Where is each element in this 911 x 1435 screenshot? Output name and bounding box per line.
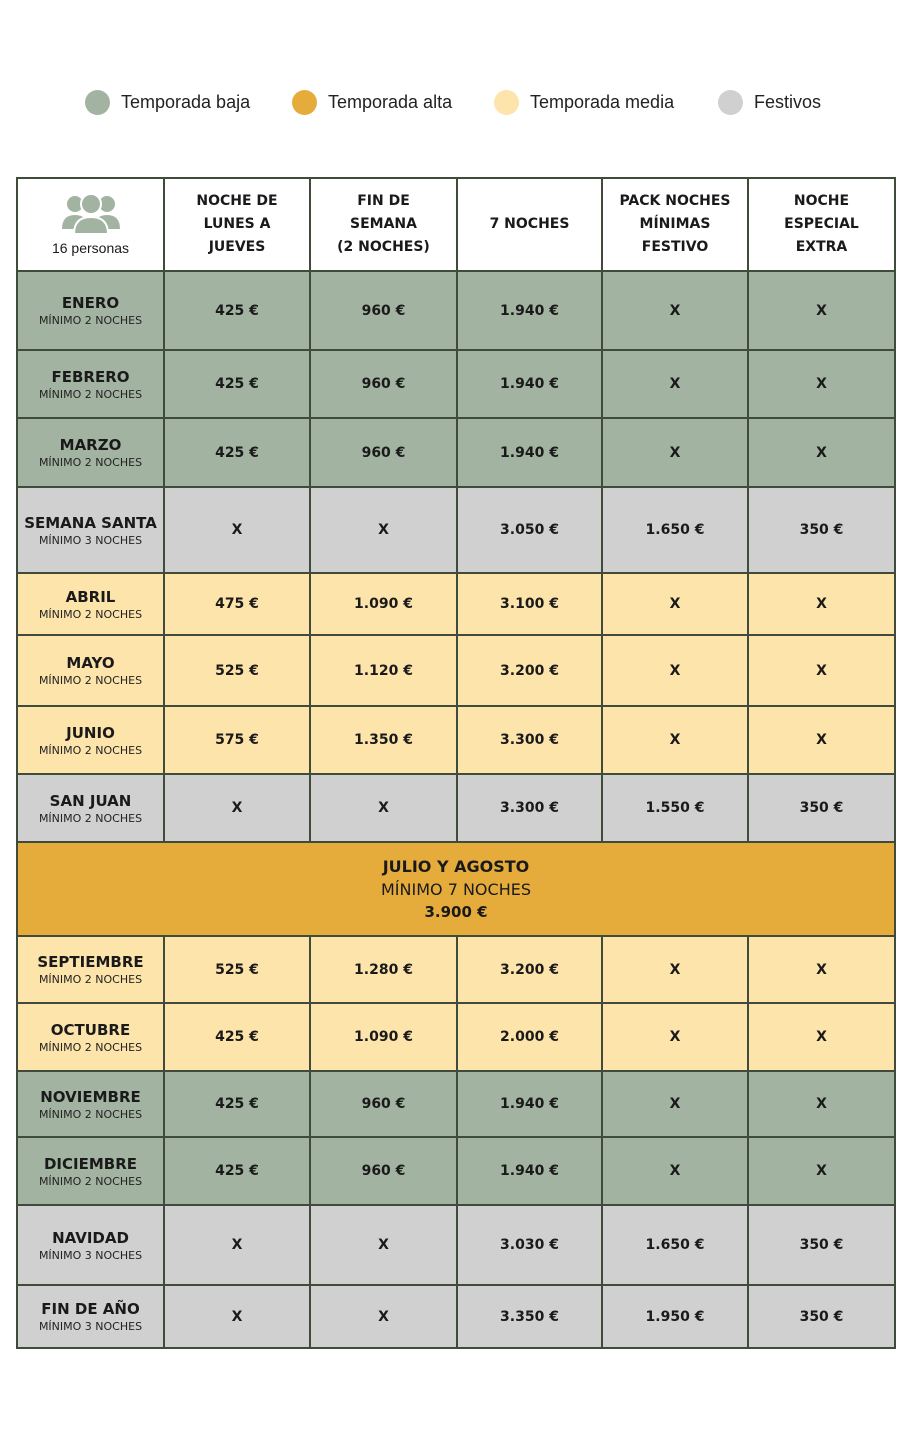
price-cell: X xyxy=(310,774,457,842)
period-minimum: MÍNIMO 2 NOCHES xyxy=(38,456,143,469)
table-row xyxy=(17,635,895,706)
price-cell: 425 € xyxy=(164,1137,310,1205)
price-cell: 3.300 € xyxy=(457,706,602,774)
period-cell xyxy=(17,1003,164,1071)
header-pack-festivo xyxy=(602,178,748,271)
price-cell: 475 € xyxy=(164,573,310,635)
price-cell: 3.300 € xyxy=(457,774,602,842)
legend-item-baja xyxy=(85,84,250,120)
price-cell: X xyxy=(310,1205,457,1285)
price-cell: 3.350 € xyxy=(457,1285,602,1348)
price-cell: 350 € xyxy=(748,487,895,573)
price-cell: 525 € xyxy=(164,635,310,706)
price-cell: X xyxy=(602,1003,748,1071)
price-cell: X xyxy=(748,1003,895,1071)
price-cell: 350 € xyxy=(748,774,895,842)
price-cell: X xyxy=(748,1071,895,1137)
header-line: JUEVES xyxy=(208,239,266,255)
period-cell xyxy=(17,1285,164,1348)
price-cell: 3.100 € xyxy=(457,573,602,635)
header-lunes-jueves xyxy=(164,178,310,271)
price-cell: X xyxy=(748,350,895,418)
period-cell xyxy=(17,1071,164,1137)
band-minimum: MÍNIMO 7 NOCHES xyxy=(381,879,531,899)
header-line: NOCHE xyxy=(793,193,850,209)
price-cell: X xyxy=(602,271,748,350)
table-row xyxy=(17,1285,895,1348)
period-minimum: MÍNIMO 2 NOCHES xyxy=(38,1174,143,1188)
period-cell xyxy=(17,635,164,706)
period-cell xyxy=(17,487,164,573)
price-cell: 1.940 € xyxy=(457,350,602,418)
price-cell: 425 € xyxy=(164,1003,310,1071)
legend-label-baja: Temporada baja xyxy=(121,91,251,112)
table-row xyxy=(17,1003,895,1071)
header-line: FESTIVO xyxy=(641,239,709,255)
price-cell: 3.200 € xyxy=(457,635,602,706)
people-group-icon xyxy=(60,193,122,235)
period-name: JUNIO xyxy=(66,723,115,742)
table-row xyxy=(17,418,895,487)
period-name: SAN JUAN xyxy=(49,791,132,810)
price-cell: 960 € xyxy=(310,418,457,487)
period-name: SEPTIEMBRE xyxy=(37,953,144,971)
legend-item-media xyxy=(494,84,674,120)
price-cell: X xyxy=(748,271,895,350)
price-cell: X xyxy=(602,1071,748,1137)
price-cell: 1.650 € xyxy=(602,487,748,573)
period-minimum: MÍNIMO 2 NOCHES xyxy=(38,314,143,327)
price-cell: 425 € xyxy=(164,350,310,418)
price-cell: X xyxy=(602,706,748,774)
price-cell: 1.350 € xyxy=(310,706,457,774)
period-name: FIN DE AÑO xyxy=(41,1300,140,1318)
period-minimum: MÍNIMO 3 NOCHES xyxy=(38,1248,143,1262)
price-cell: X xyxy=(602,418,748,487)
header-line: PACK NOCHES xyxy=(619,193,731,209)
period-minimum: MÍNIMO 2 NOCHES xyxy=(38,1107,143,1121)
period-minimum: MÍNIMO 2 NOCHES xyxy=(38,811,143,825)
header-noche-especial xyxy=(748,178,895,271)
header-line: NOCHE DE xyxy=(196,193,278,209)
legend-dot-alta xyxy=(292,90,317,115)
price-cell: 1.940 € xyxy=(457,418,602,487)
legend-label-media: Temporada media xyxy=(530,91,675,112)
period-cell xyxy=(17,1205,164,1285)
period-minimum: MÍNIMO 2 NOCHES xyxy=(38,387,143,401)
price-cell: X xyxy=(164,774,310,842)
table-row xyxy=(17,1205,895,1285)
price-cell: X xyxy=(748,573,895,635)
period-minimum: MÍNIMO 2 NOCHES xyxy=(38,674,143,687)
price-cell: 350 € xyxy=(748,1205,895,1285)
capacity-header xyxy=(17,178,164,271)
price-cell: X xyxy=(602,1137,748,1205)
table-row xyxy=(17,1137,895,1205)
header-line: MÍNIMAS xyxy=(639,216,711,232)
price-cell: 1.090 € xyxy=(310,573,457,635)
season-band-cell xyxy=(17,842,895,936)
price-cell: 1.550 € xyxy=(602,774,748,842)
price-cell: 960 € xyxy=(310,271,457,350)
period-cell xyxy=(17,350,164,418)
table-row xyxy=(17,936,895,1003)
price-cell: 3.200 € xyxy=(457,936,602,1003)
period-minimum: MÍNIMO 3 NOCHES xyxy=(38,1320,143,1333)
price-cell: X xyxy=(748,635,895,706)
header-fin-de-semana xyxy=(310,178,457,271)
legend-label-festivos: Festivos xyxy=(754,91,822,112)
price-cell: X xyxy=(164,1205,310,1285)
period-cell xyxy=(17,573,164,635)
period-minimum: MÍNIMO 2 NOCHES xyxy=(38,743,143,757)
price-cell: 960 € xyxy=(310,350,457,418)
price-cell: 1.280 € xyxy=(310,936,457,1003)
price-cell: X xyxy=(748,936,895,1003)
price-cell: 3.050 € xyxy=(457,487,602,573)
header-line: LUNES A xyxy=(203,216,271,232)
table-header-row xyxy=(17,178,895,271)
price-cell: 2.000 € xyxy=(457,1003,602,1071)
price-cell: 1.120 € xyxy=(310,635,457,706)
table-row xyxy=(17,271,895,350)
season-legend xyxy=(0,84,911,120)
capacity-label: 16 personas xyxy=(51,239,130,256)
price-cell: 1.090 € xyxy=(310,1003,457,1071)
price-cell: 1.940 € xyxy=(457,1071,602,1137)
period-cell xyxy=(17,774,164,842)
price-cell: 350 € xyxy=(748,1285,895,1348)
rates-body xyxy=(17,271,895,1348)
header-line: 7 NOCHES xyxy=(489,216,570,232)
price-cell: X xyxy=(602,635,748,706)
table-row xyxy=(17,706,895,774)
header-line: EXTRA xyxy=(795,239,848,255)
price-cell: X xyxy=(748,1137,895,1205)
period-cell xyxy=(17,418,164,487)
period-name: OCTUBRE xyxy=(50,1020,131,1039)
price-cell: 1.650 € xyxy=(602,1205,748,1285)
period-name: ENERO xyxy=(61,294,120,312)
price-cell: 425 € xyxy=(164,1071,310,1137)
period-name: SEMANA SANTA xyxy=(24,513,157,532)
table-row xyxy=(17,774,895,842)
band-name: JULIO Y AGOSTO xyxy=(382,856,530,876)
table-row xyxy=(17,487,895,573)
rates-table xyxy=(16,177,896,1349)
table-row xyxy=(17,350,895,418)
legend-dot-media xyxy=(494,90,519,115)
price-cell: 1.940 € xyxy=(457,1137,602,1205)
price-cell: X xyxy=(602,936,748,1003)
period-minimum: MÍNIMO 3 NOCHES xyxy=(38,533,143,547)
header-line: ESPECIAL xyxy=(784,216,859,232)
price-cell: X xyxy=(748,418,895,487)
season-band-row xyxy=(17,842,895,936)
price-cell: 425 € xyxy=(164,418,310,487)
period-cell xyxy=(17,936,164,1003)
price-cell: X xyxy=(602,350,748,418)
price-cell: 3.030 € xyxy=(457,1205,602,1285)
period-name: MARZO xyxy=(59,436,122,454)
table-row xyxy=(17,573,895,635)
price-cell: X xyxy=(748,706,895,774)
price-cell: 960 € xyxy=(310,1137,457,1205)
price-cell: X xyxy=(164,1285,310,1348)
price-cell: X xyxy=(164,487,310,573)
period-cell xyxy=(17,1137,164,1205)
price-cell: 525 € xyxy=(164,936,310,1003)
price-cell: X xyxy=(310,487,457,573)
period-minimum: MÍNIMO 2 NOCHES xyxy=(38,607,143,621)
period-name: FEBRERO xyxy=(51,367,130,386)
legend-dot-festivos xyxy=(718,90,743,115)
period-name: DICIEMBRE xyxy=(43,1154,138,1173)
price-cell: X xyxy=(602,573,748,635)
period-name: NAVIDAD xyxy=(52,1228,129,1247)
header-line: FIN DE xyxy=(357,193,410,209)
header-line: (2 NOCHES) xyxy=(337,239,430,255)
table-row xyxy=(17,1071,895,1137)
band-price: 3.900 € xyxy=(424,902,488,921)
legend-label-alta: Temporada alta xyxy=(328,91,453,112)
price-cell: 1.940 € xyxy=(457,271,602,350)
header-7-noches xyxy=(457,178,602,271)
period-minimum: MÍNIMO 2 NOCHES xyxy=(38,973,143,986)
legend-dot-baja xyxy=(85,90,110,115)
price-cell: 1.950 € xyxy=(602,1285,748,1348)
header-line: SEMANA xyxy=(350,216,417,232)
price-cell: 575 € xyxy=(164,706,310,774)
period-minimum: MÍNIMO 2 NOCHES xyxy=(38,1040,143,1054)
legend-item-alta xyxy=(292,84,452,120)
period-cell xyxy=(17,706,164,774)
price-cell: 425 € xyxy=(164,271,310,350)
period-name: NOVIEMBRE xyxy=(40,1087,141,1106)
price-cell: X xyxy=(310,1285,457,1348)
period-name: MAYO xyxy=(66,654,115,672)
price-cell: 960 € xyxy=(310,1071,457,1137)
period-cell xyxy=(17,271,164,350)
period-name: ABRIL xyxy=(65,587,116,606)
legend-item-festivos xyxy=(718,84,821,120)
